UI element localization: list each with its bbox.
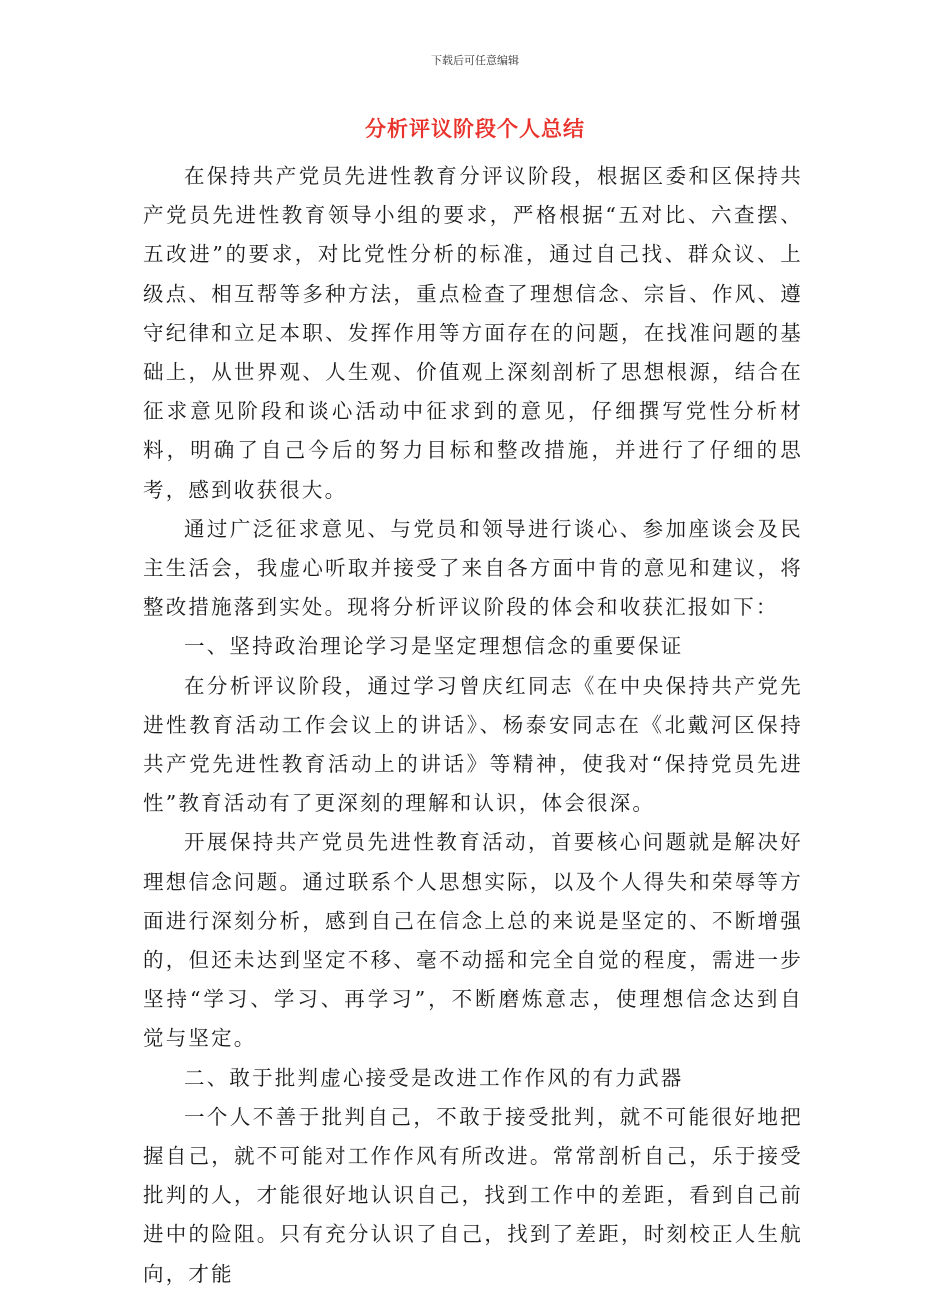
document-body [143,157,803,1294]
header-note: 下载后可任意编辑 [431,54,519,67]
paragraph: 通过广泛征求意见、与党员和领导进行谈心、参加座谈会及民主生活会，我虚心听取并接受了来自各方面中肯的意见和建议，将整改措施落到实处。现将分析评议阶段的体会和收获汇报如下： [143,516,803,620]
section-heading: 一、坚持政治理论学习是坚定理想信念的重要保证 [184,634,684,659]
paragraph: 一个人不善于批判自己，不敢于接受批判，就不可能很好地把握自己，就不可能对工作作风有所改进。常常剖析自己，乐于接受批判的人，才能很好地认识自己，找到工作中的差距，看到自己前进中的险阻。只有充分认识了自己，找到了差距，时刻校正人生航向，才能 [143,1104,803,1286]
paragraph: 开展保持共产党员先进性教育活动，首要核心问题就是解决好理想信念问题。通过联系个人思想实际，以及个人得失和荣辱等方面进行深刻分析，感到自己在信念上总的来说是坚定的、不断增强的，但还未达到坚定不移、毫不动摇和完全自觉的程度，需进一步坚持“学习、学习、再学习”，不断磨炼意志，使理想信念达到自觉与坚定。 [143,830,803,1051]
paragraph: 在分析评议阶段，通过学习曾庆红同志《在中央保持共产党先进性教育活动工作会议上的讲话》、杨泰安同志在《北戴河区保持共产党先进性教育活动上的讲话》等精神，使我对“保持党员先进性”教育活动有了更深刻的理解和认识，体会很深。 [143,673,803,816]
section-heading: 二、敢于批判虚心接受是改进工作作风的有力武器 [184,1065,684,1090]
paragraph: 在保持共产党员先进性教育分评议阶段，根据区委和区保持共产党员先进性教育领导小组的要求，严格根据“五对比、六查摆、五改进”的要求，对比党性分析的标准，通过自己找、群众议、上级点、相互帮等多种方法，重点检查了理想信念、宗旨、作风、遵守纪律和立足本职、发挥作用等方面存在的问题，在找准问题的基础上，从世界观、人生观、价值观上深刻剖析了思想根源，结合在征求意见阶段和谈心活动中征求到的意见，仔细撰写党性分析材料，明确了自己今后的努力目标和整改措施，并进行了仔细的思考，感到收获很大。 [143,164,803,502]
document-title: 分析评议阶段个人总结 [365,117,585,141]
